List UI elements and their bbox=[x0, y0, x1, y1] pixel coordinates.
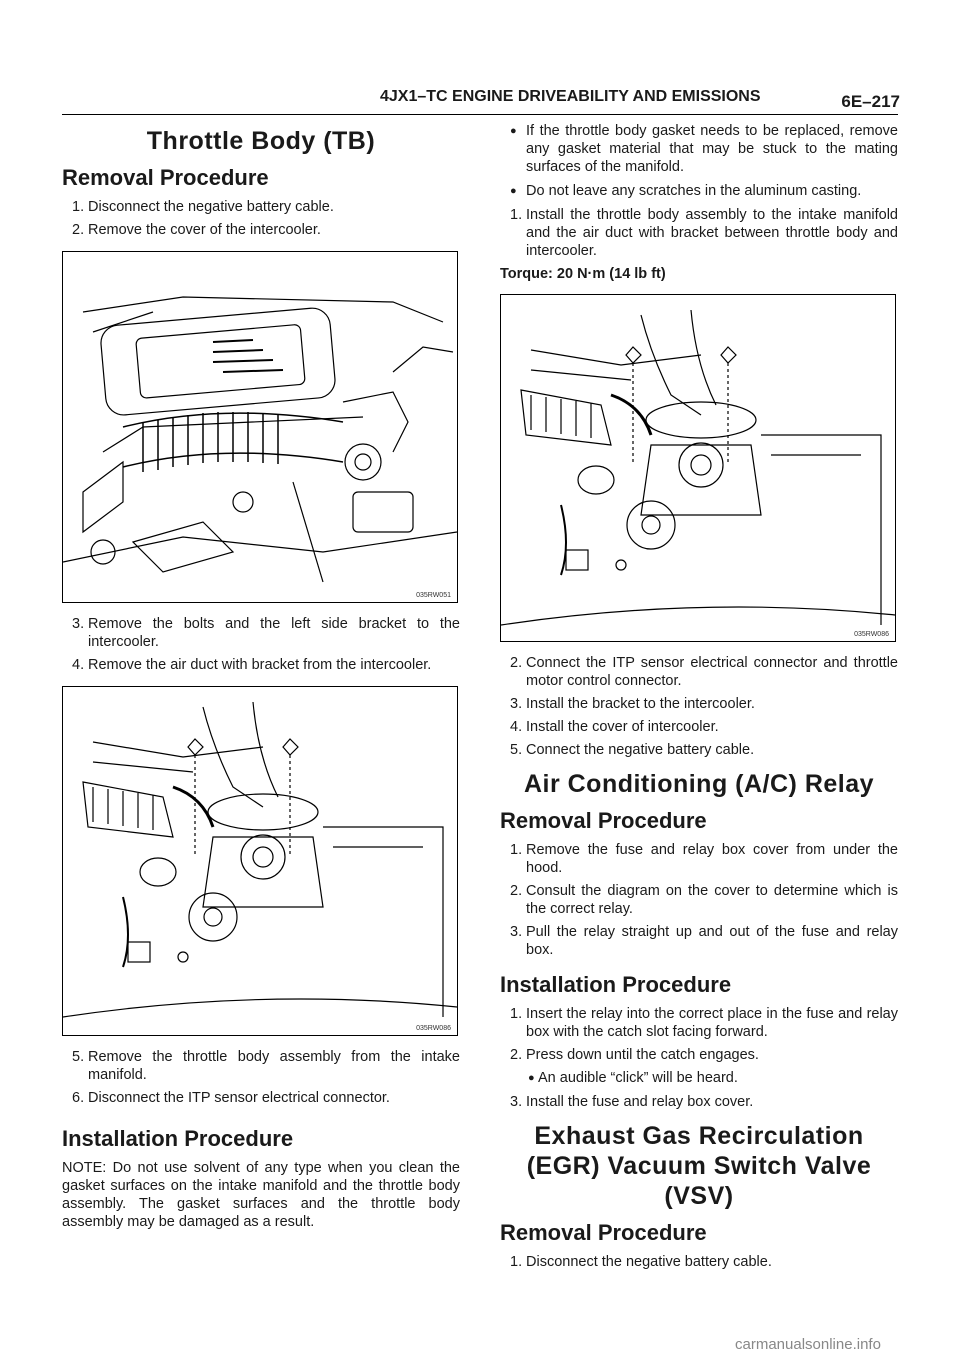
section-title-egr-vsv: Exhaust Gas Recirculation (EGR) Vacuum Switch Valve (VSV) bbox=[526, 1122, 872, 1210]
step-item: 6. Disconnect the ITP sensor electrical connector. bbox=[72, 1090, 390, 1106]
intercooler-illustration bbox=[63, 252, 457, 602]
step-item: 1. Disconnect the negative battery cable. bbox=[72, 199, 334, 215]
page-number: 6E–217 bbox=[841, 92, 900, 111]
throttle-body-illustration bbox=[63, 687, 457, 1035]
step-item: 2. Consult the diagram on the cover to determine which is the correct relay. bbox=[510, 883, 898, 917]
figure-throttle-body-install bbox=[500, 294, 896, 642]
step-item: 1. Disconnect the negative battery cable. bbox=[510, 1254, 772, 1270]
section-title-ac-relay: Air Conditioning (A/C) Relay bbox=[523, 770, 875, 798]
figure-code: 035RW086 bbox=[416, 1025, 451, 1032]
step-item: 1. Insert the relay into the correct place in the fuse and relay box with the catch slot facing forward. bbox=[510, 1006, 898, 1040]
step-item: 3. Pull the relay straight up and out of the fuse and relay box. bbox=[510, 924, 898, 958]
step-item: 1. Remove the fuse and relay box cover from under the hood. bbox=[510, 842, 898, 876]
bullet-icon: ● bbox=[528, 1072, 535, 1084]
torque-spec: Torque: 20 N·m (14 lb ft) bbox=[500, 266, 666, 282]
ac-removal-heading: Removal Procedure bbox=[500, 808, 707, 833]
page-header bbox=[380, 88, 900, 114]
watermark: carmanualsonline.info bbox=[735, 1336, 881, 1353]
installation-procedure-heading: Installation Procedure bbox=[62, 1126, 294, 1151]
step-item: 3. Install the fuse and relay box cover. bbox=[510, 1094, 754, 1110]
step-item: 2. Connect the ITP sensor electrical connector and throttle motor control connector. bbox=[510, 655, 898, 689]
throttle-body-install-illustration bbox=[501, 295, 895, 641]
figure-throttle-body bbox=[62, 686, 458, 1036]
step-item: 1. Install the throttle body assembly to the intake manifold and the air duct with bracket between throttle body and intercooler. bbox=[510, 207, 898, 259]
ac-installation-heading: Installation Procedure bbox=[500, 972, 732, 997]
header-title: 4JX1–TC ENGINE DRIVEABILITY AND EMISSIONS bbox=[380, 88, 761, 105]
step-item: 2. Remove the cover of the intercooler. bbox=[72, 222, 321, 238]
step-item: 5. Connect the negative battery cable. bbox=[510, 742, 755, 758]
figure-intercooler bbox=[62, 251, 458, 603]
figure-code: 035RW051 bbox=[416, 592, 451, 599]
egr-removal-heading: Removal Procedure bbox=[500, 1220, 707, 1245]
figure-code: 035RW086 bbox=[854, 631, 889, 638]
step-item: 4. Install the cover of intercooler. bbox=[510, 719, 719, 735]
bullet-icon: ● bbox=[510, 125, 517, 137]
left-column bbox=[62, 122, 460, 1235]
header-rule bbox=[62, 114, 898, 115]
bullet-item: ● An audible “click” will be heard. bbox=[528, 1070, 738, 1086]
note-text: NOTE: Do not use solvent of any type when you clean the gasket surfaces on the intake manifold and the throttle body assembly. The gasket surfaces and the throttle body assembly may be damaged as a result. bbox=[62, 1160, 460, 1230]
step-item: 5. Remove the throttle body assembly from the intake manifold. bbox=[72, 1049, 460, 1083]
step-item: 4. Remove the air duct with bracket from the intercooler. bbox=[72, 657, 432, 673]
removal-procedure-heading: Removal Procedure bbox=[62, 165, 269, 190]
step-item: 2. Press down until the catch engages. bbox=[510, 1047, 759, 1063]
bullet-item: ● If the throttle body gasket needs to be replaced, remove any gasket material that may be stuck to the mating surfaces of the manifold. bbox=[510, 123, 898, 175]
section-title-throttle-body: Throttle Body (TB) bbox=[146, 127, 376, 155]
bullet-item: ● Do not leave any scratches in the aluminum casting. bbox=[510, 183, 862, 199]
step-item: 3. Remove the bolts and the left side bracket to the intercooler. bbox=[72, 616, 460, 650]
right-column bbox=[500, 122, 898, 1276]
bullet-icon: ● bbox=[510, 185, 517, 197]
step-item: 3. Install the bracket to the intercooler. bbox=[510, 696, 755, 712]
